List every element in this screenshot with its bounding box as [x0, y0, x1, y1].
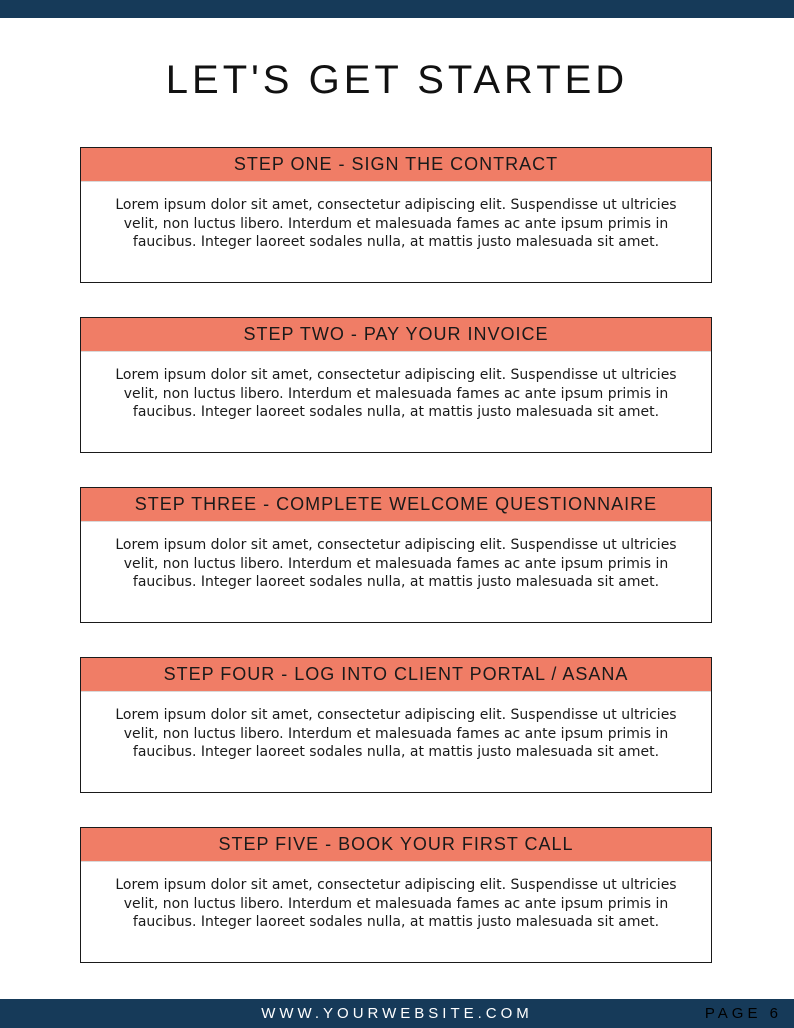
- step-card-2: [80, 317, 712, 453]
- step-body: Lorem ipsum dolor sit amet, consectetur adipiscing elit. Suspendisse ut ultricies velit, non luctus libero. Interdum et malesuada fames ac ante ipsum primis in faucibus. Integer laoreet sodales nulla, at mattis justo malesuada sit amet.: [115, 197, 677, 250]
- step-body: Lorem ipsum dolor sit amet, consectetur adipiscing elit. Suspendisse ut ultricies velit, non luctus libero. Interdum et malesuada fames ac ante ipsum primis in faucibus. Integer laoreet sodales nulla, at mattis justo malesuada sit amet.: [115, 537, 677, 590]
- step-card-1: [80, 147, 712, 283]
- step-heading: STEP FIVE - BOOK YOUR FIRST CALL: [81, 828, 711, 862]
- step-card-5: [80, 827, 712, 963]
- page-title: LET'S GET STARTED: [165, 58, 629, 102]
- step-body: Lorem ipsum dolor sit amet, consectetur adipiscing elit. Suspendisse ut ultricies velit, non luctus libero. Interdum et malesuada fames ac ante ipsum primis in faucibus. Integer laoreet sodales nulla, at mattis justo malesuada sit amet.: [115, 707, 677, 760]
- step-heading: STEP TWO - PAY YOUR INVOICE: [81, 318, 711, 352]
- step-body: Lorem ipsum dolor sit amet, consectetur adipiscing elit. Suspendisse ut ultricies velit, non luctus libero. Interdum et malesuada fames ac ante ipsum primis in faucibus. Integer laoreet sodales nulla, at mattis justo malesuada sit amet.: [115, 877, 677, 930]
- page-number: PAGE 6: [704, 1005, 782, 1022]
- footer-website-link[interactable]: WWW.YOURWEBSITE.COM: [261, 1005, 533, 1022]
- step-heading: STEP THREE - COMPLETE WELCOME QUESTIONNAIRE: [81, 488, 711, 522]
- footer-bar: [0, 999, 794, 1028]
- step-card-4: [80, 657, 712, 793]
- step-body: Lorem ipsum dolor sit amet, consectetur adipiscing elit. Suspendisse ut ultricies velit, non luctus libero. Interdum et malesuada fames ac ante ipsum primis in faucibus. Integer laoreet sodales nulla, at mattis justo malesuada sit amet.: [115, 367, 677, 420]
- step-heading: STEP ONE - SIGN THE CONTRACT: [81, 148, 711, 182]
- top-bar: [0, 0, 794, 18]
- step-card-3: [80, 487, 712, 623]
- step-heading: STEP FOUR - LOG INTO CLIENT PORTAL / ASANA: [81, 658, 711, 692]
